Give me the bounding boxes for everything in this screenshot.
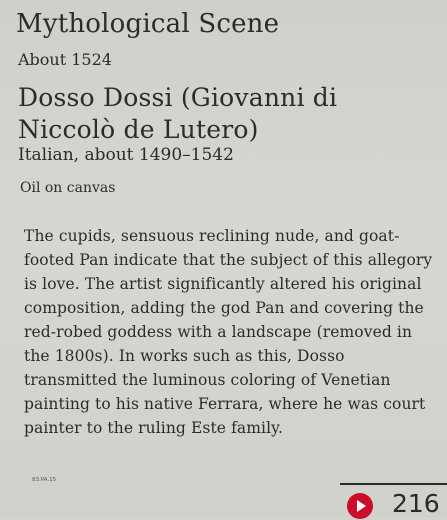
play-icon [346,492,374,520]
artist-name: Dosso Dossi (Giovanni di Niccolò de Lutero) [18,83,338,144]
audio-stop-number: 216 [392,489,440,518]
artwork-description: The cupids, sensuous reclining nude, and goat-footed Pan indicate that the subject of this allegory is love. The artist significantly altered his original composition, adding the god Pan and covering the red-robed goddess with a landscape (removed in the 1800s). In works such as this, Dosso transmitted the luminous coloring of Venetian painting to his native Ferrara, where he was court painter to the ruling Este family. [24,227,433,437]
artwork-medium: Oil on canvas [20,180,116,196]
artist-nationality: Italian, about 1490–1542 [18,145,234,165]
accession-number: 83.PA.15 [32,477,57,483]
divider-line [340,483,447,485]
artwork-date: About 1524 [18,50,112,69]
artwork-title: Mythological Scene [16,9,280,39]
